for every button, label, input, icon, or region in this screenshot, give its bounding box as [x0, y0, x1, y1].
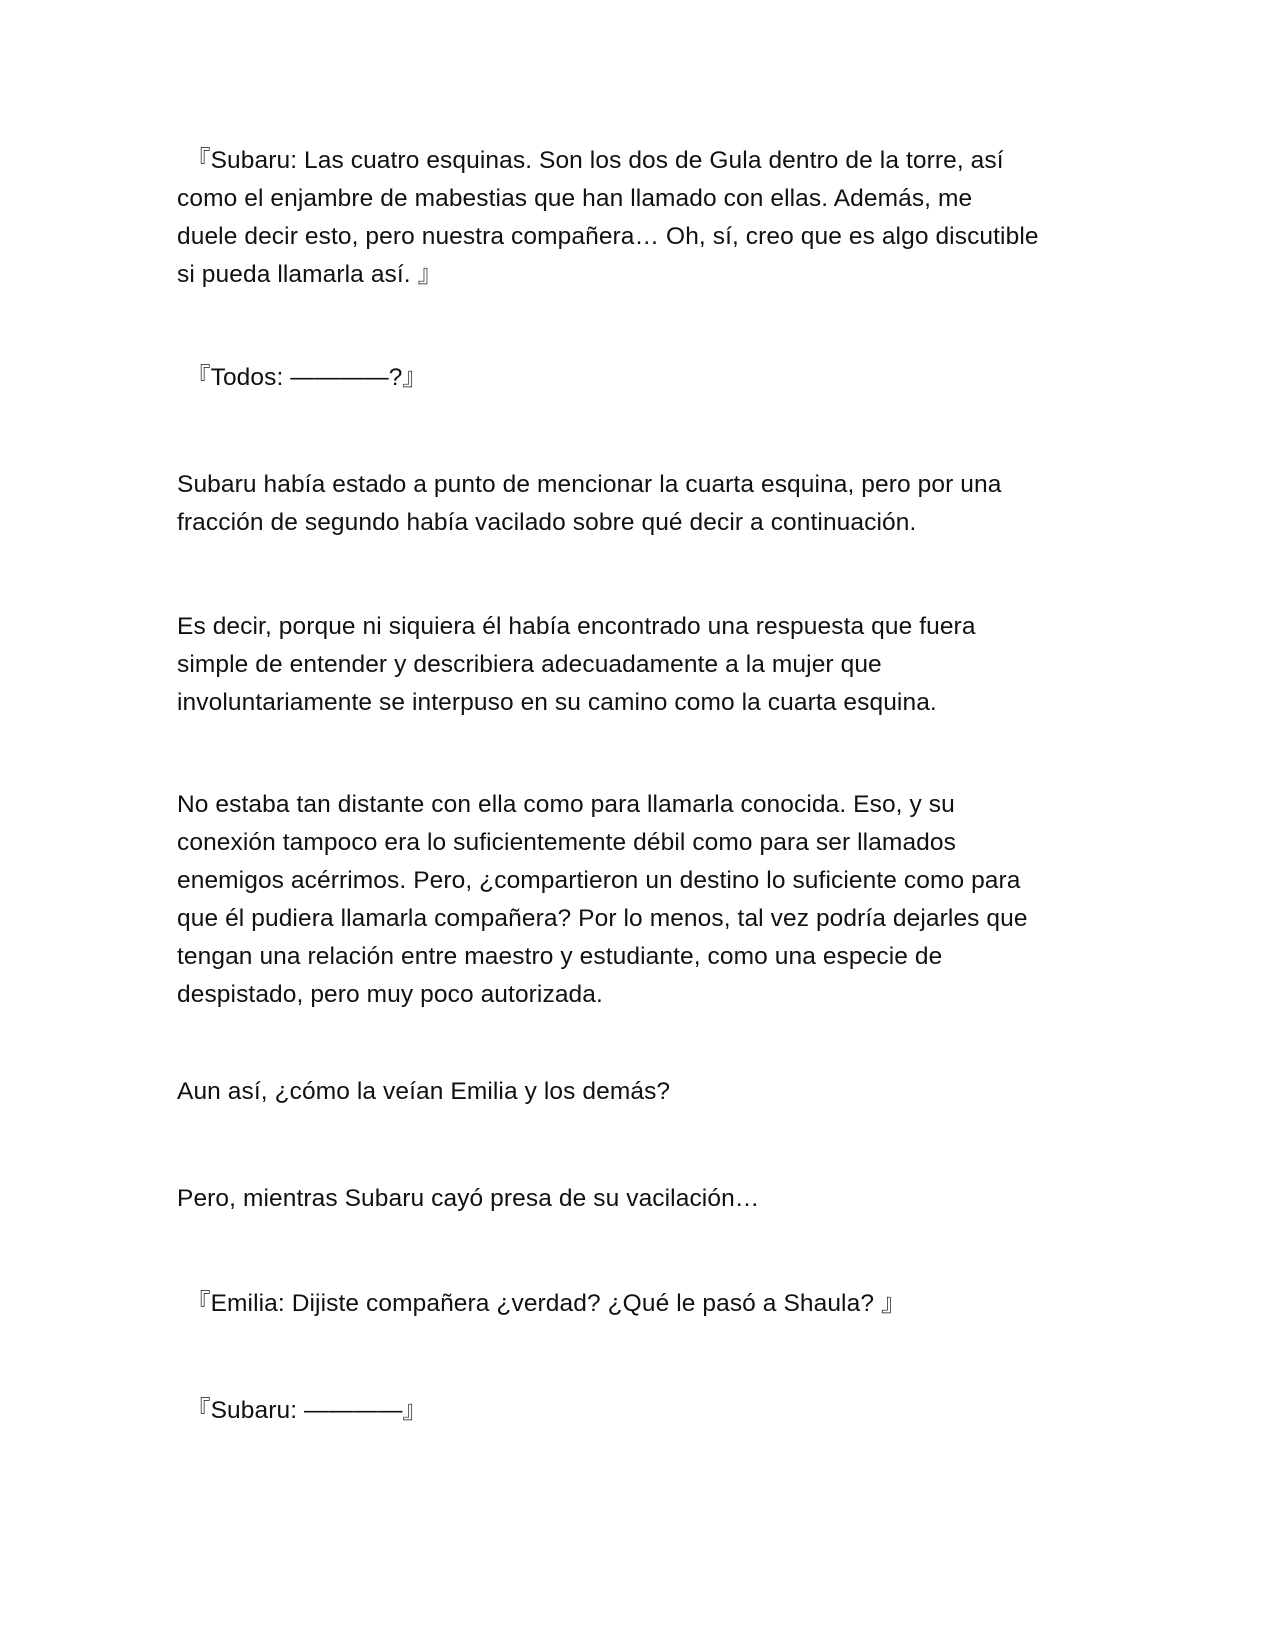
text-line: 『Emilia: Dijiste compañera ¿verdad? ¿Qué le pasó a Shaula? 』 [186, 1290, 906, 1317]
paragraph-narration [177, 1180, 1107, 1218]
text-line: 『Subaru: Las cuatro esquinas. Son los dos de Gula dentro de la torre, así [186, 147, 1004, 174]
text-line: conexión tampoco era lo suficientemente débil como para ser llamados [177, 829, 956, 856]
text-line: fracción de segundo había vacilado sobre qué decir a continuación. [177, 509, 917, 536]
paragraph-narration [177, 1073, 1107, 1111]
text-line: 『Todos: ————?』 [186, 364, 428, 391]
text-line: si pueda llamarla así. 』 [177, 261, 443, 288]
text-line: como el enjambre de mabestias que han llamado con ellas. Además, me [177, 185, 973, 212]
text-line: que él pudiera llamarla compañera? Por lo menos, tal vez podría dejarles que [177, 905, 1028, 932]
text-line: tengan una relación entre maestro y estudiante, como una especie de [177, 943, 943, 970]
text-line: simple de entender y describiera adecuadamente a la mujer que [177, 651, 882, 678]
text-line: 『Subaru: ————』 [186, 1397, 428, 1424]
text-line: Subaru había estado a punto de mencionar la cuarta esquina, pero por una [177, 471, 1002, 498]
text-line: No estaba tan distante con ella como para llamarla conocida. Eso, y su [177, 791, 955, 818]
text-line: duele decir esto, pero nuestra compañera… Oh, sí, creo que es algo discutible [177, 223, 1039, 250]
paragraph-subaru-dialog [177, 142, 1116, 294]
text-line: involuntariamente se interpuso en su camino como la cuarta esquina. [177, 689, 937, 716]
paragraph-narration [177, 466, 1107, 542]
paragraph-todos-dialog [186, 359, 1116, 397]
text-line: Aun así, ¿cómo la veían Emilia y los demás? [177, 1078, 671, 1105]
paragraph-narration [177, 608, 1107, 722]
text-line: despistado, pero muy poco autorizada. [177, 981, 603, 1008]
text-line: Pero, mientras Subaru cayó presa de su vacilación… [177, 1185, 760, 1212]
paragraph-emilia-dialog [186, 1285, 1116, 1323]
text-line: Es decir, porque ni siquiera él había encontrado una respuesta que fuera [177, 613, 976, 640]
paragraph-subaru-dialog [186, 1392, 1116, 1430]
paragraph-narration [177, 786, 1107, 1014]
text-line: enemigos acérrimos. Pero, ¿compartieron un destino lo suficiente como para [177, 867, 1021, 894]
